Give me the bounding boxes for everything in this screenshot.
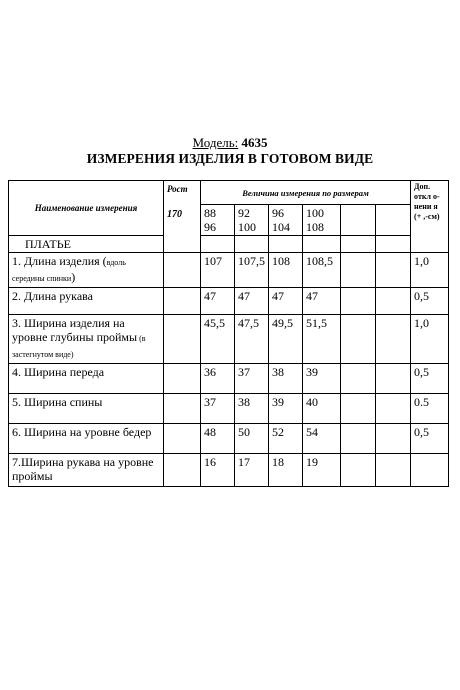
- value-cell: 45,5: [201, 315, 235, 364]
- size-cell: 100 108: [303, 205, 341, 236]
- page-title: ИЗМЕРЕНИЯ ИЗДЕЛИЯ В ГОТОВОМ ВИДЕ: [86, 151, 374, 166]
- value-cell: 36: [201, 364, 235, 394]
- value-cell: 40: [303, 394, 341, 424]
- model-label: Модель:: [192, 135, 239, 150]
- empty-cell: [341, 205, 376, 236]
- empty-cell: [341, 454, 376, 487]
- header-rost-cell: [164, 181, 201, 253]
- empty-cell: [376, 394, 411, 424]
- measurement-note: вдоль середины спинки: [12, 258, 126, 283]
- header-name-cell: Наименование измерения: [9, 181, 164, 236]
- measurement-name: 3. Ширина изделия на уровне глубины проймы (в застегнутом виде): [9, 315, 164, 364]
- measurement-name: 5. Ширина спины: [9, 394, 164, 424]
- table-row: [9, 315, 449, 364]
- empty-cell: [341, 288, 376, 315]
- value-cell: 37: [201, 394, 235, 424]
- empty-cell: [164, 364, 201, 394]
- empty-cell: [269, 236, 303, 253]
- model-number: 4635: [241, 135, 268, 150]
- empty-cell: [303, 236, 341, 253]
- value-cell: 19: [303, 454, 341, 487]
- empty-cell: [341, 236, 376, 253]
- empty-cell: [376, 236, 411, 253]
- value-cell: 39: [269, 394, 303, 424]
- measurement-name: 6. Ширина на уровне бедер: [9, 424, 164, 454]
- value-cell: 39: [303, 364, 341, 394]
- value-cell: 108,5: [303, 253, 341, 288]
- value-cell: 17: [235, 454, 269, 487]
- rost-label: Рост: [167, 184, 188, 194]
- value-cell: 47: [303, 288, 341, 315]
- value-cell: 51,5: [303, 315, 341, 364]
- header-sizes-cell: Величина измерения по размерам: [201, 181, 411, 205]
- size-cell: 96 104: [269, 205, 303, 236]
- table-row: [9, 288, 449, 315]
- measurement-name: 7.Ширина рукава на уровне проймы: [9, 454, 164, 487]
- value-cell: 108: [269, 253, 303, 288]
- value-cell: 38: [269, 364, 303, 394]
- value-cell: 107,5: [235, 253, 269, 288]
- value-cell: 50: [235, 424, 269, 454]
- rost-value: 170: [167, 209, 182, 220]
- tolerance-cell: 0,5: [411, 288, 449, 315]
- value-cell: 107: [201, 253, 235, 288]
- tolerance-cell: 0,5: [411, 424, 449, 454]
- value-cell: 54: [303, 424, 341, 454]
- empty-cell: [164, 394, 201, 424]
- tolerance-cell: [411, 454, 449, 487]
- value-cell: 16: [201, 454, 235, 487]
- tolerance-cell: 1,0: [411, 253, 449, 288]
- empty-cell: [164, 315, 201, 364]
- value-cell: 18: [269, 454, 303, 487]
- table-row: [9, 454, 449, 487]
- empty-cell: [341, 364, 376, 394]
- value-cell: 47: [201, 288, 235, 315]
- measurement-name: 4. Ширина переда: [9, 364, 164, 394]
- table-row: [9, 394, 449, 424]
- value-cell: 47,5: [235, 315, 269, 364]
- header-dop-cell: Доп. откл о-нени я (+ ,-см): [411, 181, 449, 253]
- measurements-table: [8, 180, 449, 487]
- section-label: ПЛАТЬЕ: [9, 236, 164, 253]
- empty-cell: [376, 253, 411, 288]
- value-cell: 48: [201, 424, 235, 454]
- model-line: [0, 135, 460, 151]
- tolerance-cell: 0.5: [411, 394, 449, 424]
- measurement-name: 2. Длина рукава: [9, 288, 164, 315]
- value-cell: 52: [269, 424, 303, 454]
- value-cell: 37: [235, 364, 269, 394]
- empty-cell: [164, 454, 201, 487]
- empty-cell: [376, 288, 411, 315]
- table-row: [9, 424, 449, 454]
- empty-cell: [235, 236, 269, 253]
- value-cell: 38: [235, 394, 269, 424]
- table-row: [9, 253, 449, 288]
- tolerance-cell: 0,5: [411, 364, 449, 394]
- empty-cell: [341, 253, 376, 288]
- empty-cell: [341, 424, 376, 454]
- empty-cell: [201, 236, 235, 253]
- tolerance-cell: 1,0: [411, 315, 449, 364]
- empty-cell: [164, 288, 201, 315]
- size-cell: 88 96: [201, 205, 235, 236]
- measurement-name: 1. Длина изделия (вдоль середины спинки): [9, 253, 164, 288]
- empty-cell: [164, 253, 201, 288]
- empty-cell: [376, 424, 411, 454]
- empty-cell: [164, 424, 201, 454]
- empty-cell: [376, 205, 411, 236]
- empty-cell: [376, 454, 411, 487]
- empty-cell: [376, 364, 411, 394]
- empty-cell: [341, 315, 376, 364]
- table-row: [9, 364, 449, 394]
- size-cell: 92 100: [235, 205, 269, 236]
- value-cell: 49,5: [269, 315, 303, 364]
- value-cell: 47: [269, 288, 303, 315]
- measurement-note: (в застегнутом виде): [12, 334, 146, 359]
- value-cell: 47: [235, 288, 269, 315]
- empty-cell: [341, 394, 376, 424]
- empty-cell: [376, 315, 411, 364]
